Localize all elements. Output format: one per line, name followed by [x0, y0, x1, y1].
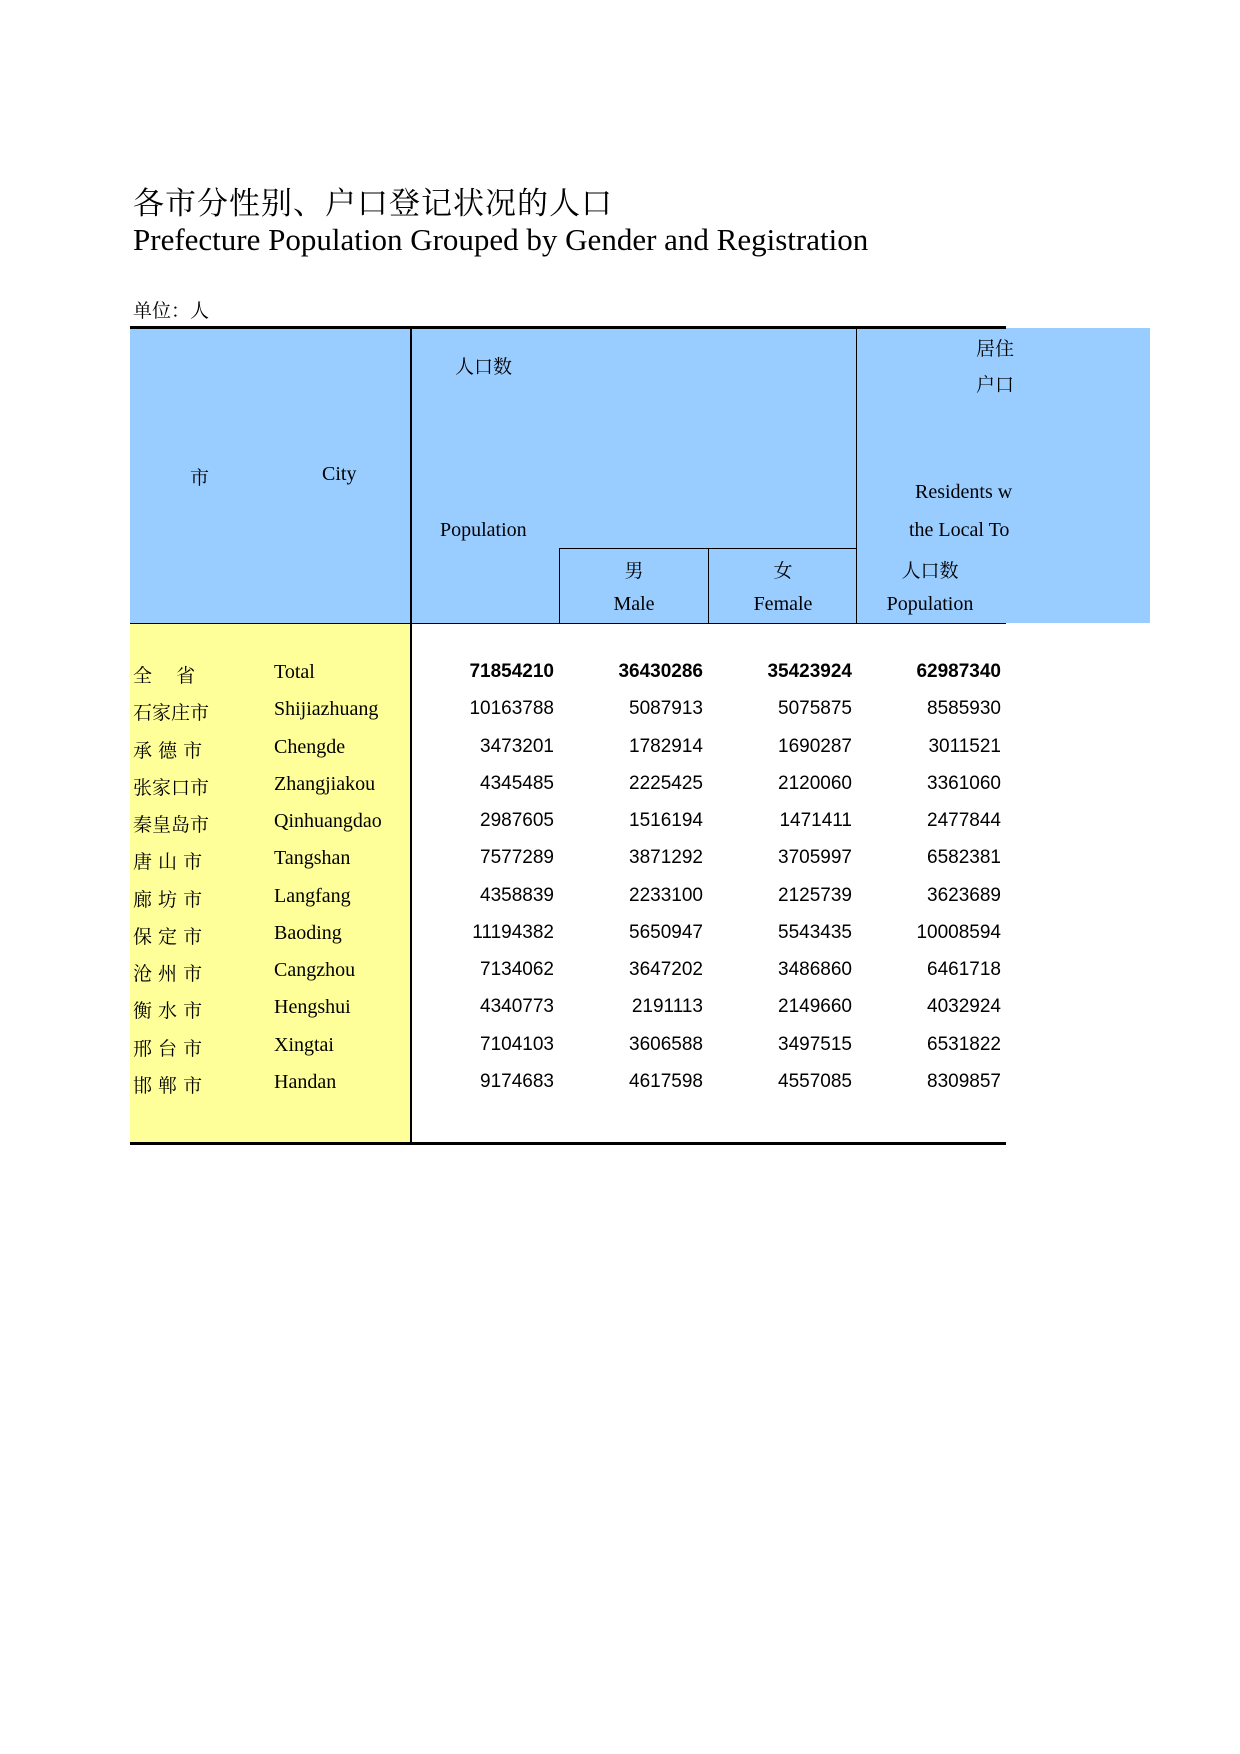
male-value: 3606588	[629, 1033, 703, 1055]
city-name-chinese: 保 定 市	[133, 925, 203, 948]
header-residents-population-english: Population	[886, 593, 974, 615]
residents-population-value: 6582381	[927, 847, 1001, 869]
header-population-chinese: 人口数	[455, 357, 513, 378]
city-name-english: Shijiazhuang	[274, 698, 379, 721]
residents-population-value: 3623689	[927, 884, 1001, 906]
residents-population-value: 8309857	[927, 1070, 1001, 1092]
table-row	[0, 1071, 1240, 1108]
female-value: 3705997	[778, 847, 852, 869]
table-row	[0, 736, 1240, 773]
residents-population-value: 3361060	[927, 772, 1001, 794]
population-value: 7104103	[480, 1033, 554, 1055]
female-value: 3486860	[778, 959, 852, 980]
city-name-english: Zhangjiakou	[274, 772, 376, 795]
male-value: 1782914	[629, 735, 703, 757]
residents-population-value: 62987340	[916, 661, 1001, 682]
table-row	[0, 959, 1240, 996]
city-name-english: Qinhuangdao	[274, 810, 382, 832]
population-value: 71854210	[469, 661, 554, 682]
city-name-chinese: 秦皇岛市	[133, 814, 210, 836]
male-value: 3871292	[629, 847, 703, 869]
table-row	[0, 773, 1240, 810]
population-value: 10163788	[469, 698, 554, 720]
header-population-english: Population	[440, 519, 527, 541]
city-name-chinese: 邢 台 市	[133, 1037, 203, 1060]
city-name-english: Xingtai	[274, 1033, 334, 1056]
header-residents-english-2: the Local To	[909, 519, 1010, 541]
male-value: 1516194	[629, 810, 703, 831]
male-value: 5650947	[629, 921, 703, 943]
header-male-english: Male	[613, 593, 655, 615]
city-name-english: Handan	[274, 1070, 337, 1093]
male-value: 36430286	[618, 661, 703, 682]
header-city-chinese: 市	[190, 468, 210, 489]
female-value: 35423924	[767, 661, 852, 682]
unit-label: 单位：人	[133, 300, 210, 322]
residents-population-value: 10008594	[916, 921, 1001, 943]
population-value: 4345485	[480, 772, 554, 794]
table-row	[0, 1034, 1240, 1071]
city-name-chinese: 邯 郸 市	[133, 1074, 203, 1097]
page-title-chinese: 各市分性别、户口登记状况的人口	[133, 186, 613, 222]
population-value: 7577289	[480, 847, 554, 869]
female-value: 1690287	[778, 735, 852, 757]
female-value: 2149660	[778, 996, 852, 1018]
population-value: 9174683	[480, 1070, 554, 1092]
population-value: 11194382	[472, 921, 554, 943]
table-row	[0, 698, 1240, 735]
male-value: 2225425	[629, 772, 703, 794]
female-value: 2120060	[778, 772, 852, 794]
city-name-chinese: 石家庄市	[133, 702, 210, 725]
female-value: 5543435	[778, 921, 852, 943]
header-bottom-border	[130, 623, 1006, 624]
residents-header-clip	[856, 328, 1015, 623]
female-value: 3497515	[778, 1033, 852, 1055]
male-value: 3647202	[629, 959, 703, 980]
city-name-chinese: 承 德 市	[133, 739, 203, 762]
residents-population-value: 3011521	[928, 735, 1001, 757]
header-residents-population-chinese: 人口数	[901, 561, 959, 582]
header-residents-chinese-2: 户口	[976, 375, 1015, 396]
city-name-english: Hengshui	[274, 996, 351, 1019]
city-name-english: Chengde	[274, 735, 346, 758]
population-value: 4358839	[480, 884, 554, 906]
residents-population-value: 4032924	[927, 996, 1001, 1018]
city-name-chinese: 张家口市	[133, 776, 210, 799]
table-row	[0, 996, 1240, 1033]
female-value: 5075875	[778, 698, 852, 720]
header-city-english: City	[322, 463, 357, 485]
female-value: 4557085	[778, 1070, 852, 1092]
header-residents-chinese-1: 居住	[976, 339, 1015, 360]
female-value: 2125739	[778, 884, 852, 906]
city-name-chinese: 衡 水 市	[133, 1000, 203, 1023]
table-bottom-border	[130, 1142, 1006, 1145]
male-value: 4617598	[629, 1070, 703, 1092]
city-name-chinese: 全 省	[133, 665, 196, 687]
city-name-chinese: 唐 山 市	[133, 851, 203, 874]
city-name-chinese: 沧 州 市	[133, 963, 203, 985]
population-value: 2987605	[480, 810, 554, 831]
population-value: 7134062	[480, 959, 554, 980]
residents-population-value: 8585930	[927, 698, 1001, 720]
table-row	[0, 922, 1240, 959]
header-female-chinese: 女	[773, 561, 793, 582]
population-value: 3473201	[480, 735, 554, 757]
female-value: 1471411	[779, 810, 852, 831]
residents-population-value: 6531822	[927, 1033, 1001, 1055]
male-value: 5087913	[629, 698, 703, 720]
table-row	[0, 847, 1240, 884]
table-row	[0, 661, 1240, 698]
residents-population-value: 6461718	[927, 959, 1001, 980]
city-name-english: Tangshan	[274, 847, 351, 870]
residents-population-value: 2477844	[927, 810, 1001, 831]
header-male-chinese: 男	[624, 561, 644, 582]
city-name-english: Cangzhou	[274, 959, 356, 981]
header-female-english: Female	[753, 593, 813, 615]
population-value: 4340773	[480, 996, 554, 1018]
male-value: 2191113	[631, 996, 703, 1018]
city-name-english: Langfang	[274, 884, 351, 907]
city-name-chinese: 廊 坊 市	[133, 888, 203, 911]
table-row	[0, 810, 1240, 847]
city-name-english: Baoding	[274, 921, 342, 944]
table-row	[0, 885, 1240, 922]
male-value: 2233100	[629, 884, 703, 906]
header-residents-english-1: Residents w	[915, 481, 1013, 503]
page-title-english: Prefecture Population Grouped by Gender and Registration	[133, 222, 869, 257]
city-name-english: Total	[274, 661, 315, 683]
